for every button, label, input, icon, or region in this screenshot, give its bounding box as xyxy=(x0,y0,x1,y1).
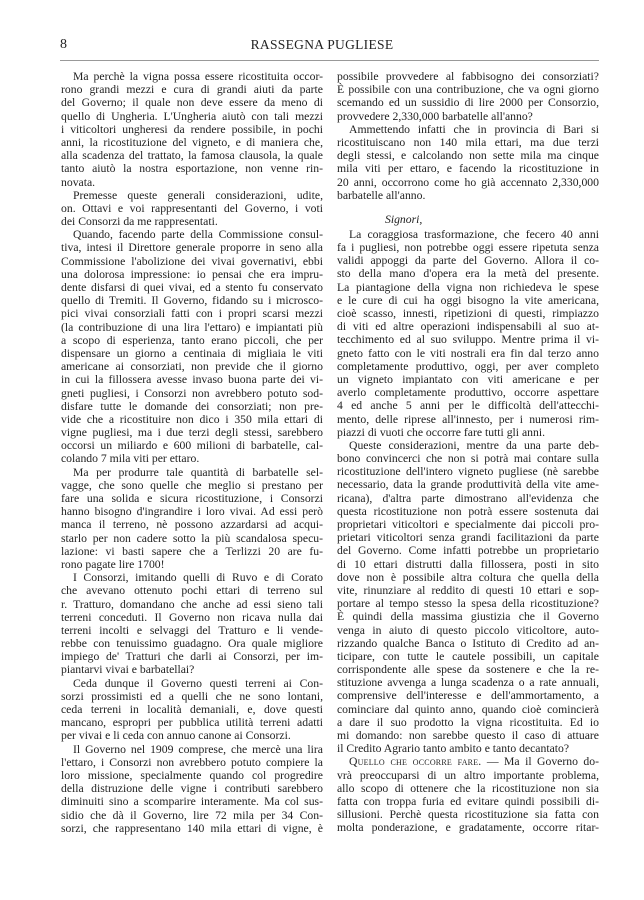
text-line xyxy=(61,663,323,676)
line-text: La coraggiosa trasformazione, che fecero 40 anni xyxy=(349,227,599,241)
line-text: i viticoltori ungheresi da rendere possibile, in pochi xyxy=(61,122,323,136)
text-line xyxy=(61,387,323,400)
text-line xyxy=(337,610,599,623)
text-line xyxy=(337,439,599,452)
line-text: Commissione l'abolizione dei vivai governativi, ebbi xyxy=(61,254,323,268)
line-text: La piantagione della vigna non richiedeva le spese xyxy=(337,280,599,294)
text-line xyxy=(337,347,599,360)
section-heading: Signori, xyxy=(385,212,423,226)
text-line xyxy=(61,532,323,545)
line-text: di 10 ettari distrutti dalla fillossera, posti in sito xyxy=(337,557,599,571)
line-text: sidio che dà il Governo, lire 72 mila per 34 Con- xyxy=(61,808,323,822)
line-text: terreni incolti e selvaggi del Tratturo e li vende- xyxy=(61,623,323,637)
text-line xyxy=(61,373,323,386)
text-line xyxy=(337,571,599,584)
line-text: della distruzione delle vigne i contributi sarebbero xyxy=(61,782,323,796)
text-line xyxy=(337,492,599,505)
line-text: (la contribuzione di una lira l'ettaro) e impiantati più xyxy=(61,320,323,334)
line-text: degli stessi, e calcolando non sette mila ma cinque xyxy=(337,149,599,163)
line-text: manca il terreno, nè possono azzardarsi ad acqui- xyxy=(61,518,323,532)
line-text: ricana), d'altra parte dimostrano all'evidenza che xyxy=(337,491,599,505)
line-text: prietari viticoltori senza grandi facilitazioni da parte xyxy=(337,531,599,545)
header-rule xyxy=(60,60,599,61)
line-text: un vigneto impiantato con viti americane e per xyxy=(337,372,599,386)
line-text: ricostituzione dell'intero vigneto pugliese (nè sarebbe xyxy=(337,465,599,479)
line-text: l'ettaro, i Consorzi non avrebbero potuto compiere la xyxy=(61,755,323,769)
line-text: tiva, intesi il Direttore generale proporre in seno alla xyxy=(61,241,323,255)
line-text: di viti ed altre operazioni indispensabili al suo at- xyxy=(337,320,599,334)
text-line xyxy=(61,743,323,756)
text-line xyxy=(337,162,599,175)
line-text: Ma perchè la vigna possa essere ricostituita occor- xyxy=(73,70,323,83)
text-line xyxy=(61,611,323,624)
line-text: per vivai e li ceda con annuo canone ai Consorzi. xyxy=(61,729,291,743)
run-in-heading: Quello che occorre fare. xyxy=(349,755,482,769)
line-text: diminuiti sino a scomparire interamente. Ma col sus- xyxy=(61,795,323,809)
text-line xyxy=(337,96,599,109)
paragraph xyxy=(61,70,323,189)
text-line xyxy=(337,267,599,280)
line-text: Ceda dunque il Governo questi terreni ai Con- xyxy=(73,676,323,690)
running-head: RASSEGNA PUGLIESE xyxy=(250,37,394,52)
line-text: portare al tempo stesso la spesa della ricostituzione? xyxy=(337,597,599,611)
text-line xyxy=(61,176,323,189)
text-line xyxy=(337,624,599,637)
text-line xyxy=(337,769,599,782)
text-line xyxy=(337,650,599,663)
paragraph xyxy=(337,755,599,834)
column-left xyxy=(61,70,323,835)
line-text: mancano, espropri per pubblica utilità terreni adatti xyxy=(61,716,323,730)
page-number: 8 xyxy=(60,37,67,52)
line-text: on. Ottavi e voi rappresentanti del Governo, i voti xyxy=(61,201,323,215)
text-line xyxy=(61,162,323,175)
text-line xyxy=(337,189,599,202)
text-line xyxy=(61,294,323,307)
text-line xyxy=(61,492,323,505)
line-text: e le cure di cui ha oggi bisogno la vite americana, xyxy=(337,293,599,307)
line-text: cioè scasso, innesti, ripetizioni di questi, rimpiazzo xyxy=(337,307,599,320)
line-text: Quando, facendo parte della Commissione consul- xyxy=(73,228,323,242)
line-text: stituzione avvenga a lunga scadenza o a rate annuali, xyxy=(337,676,599,690)
line-text: fare una solida e sicura ricostituzione, i Consorzi xyxy=(61,492,323,505)
column-right xyxy=(337,70,599,835)
text-line xyxy=(61,716,323,729)
text-line xyxy=(61,70,323,83)
text-line xyxy=(337,360,599,373)
line-text: ricostituiscano non 140 mila ettari, ma due terzi xyxy=(337,135,599,149)
text-line xyxy=(61,518,323,531)
line-text: dispensare un giorno a centinaia di migliaia le viti xyxy=(61,346,323,360)
line-text: loro missione, specialmente quando col progredire xyxy=(61,768,323,782)
line-text: molta ponderazione, e gradatamente, occorre ritar- xyxy=(337,821,599,835)
line-text: disfare tutte le domande dei consorziati; non pre- xyxy=(61,399,323,413)
text-line xyxy=(61,571,323,584)
line-text: tanto aiutò la nostra esportazione, non venne rin- xyxy=(61,162,323,176)
text-line xyxy=(337,558,599,571)
line-text: occorsi un miliardo e 600 milioni di barbatelle, cal- xyxy=(61,439,323,453)
text-line xyxy=(337,742,599,755)
line-text: fa i pugliesi, non potrebbe oggi essere ripetuta senza xyxy=(337,241,599,255)
line-text: completamente produttivo, oggi, per aver completo xyxy=(337,359,599,373)
text-line xyxy=(61,241,323,254)
line-text: vide che a ricostituire non dico i 350 mila ettari di xyxy=(61,412,323,426)
line-text: Ammettendo infatti che in provincia di Bari si xyxy=(349,122,599,136)
text-line xyxy=(61,769,323,782)
text-line xyxy=(337,386,599,399)
paragraph xyxy=(61,189,323,229)
line-text: allo scopo di ottenere che la ricostituzione non sia xyxy=(337,781,599,795)
text-line xyxy=(337,505,599,518)
line-text: a scopo di esperienza, tanto erano piccoli, che per xyxy=(61,333,323,347)
text-line xyxy=(61,426,323,439)
text-line xyxy=(61,321,323,334)
line-text: È possibile con una contribuzione, che va ogni giorno xyxy=(337,83,599,97)
line-text: dente disfarsi di quei vivai, ed a stento fu conservato xyxy=(61,281,323,294)
line-text: ticipare, con tutte le cautele possibili, un capitale xyxy=(337,649,599,663)
text-line xyxy=(61,83,323,96)
line-text: dei Consorzi da me rappresentati. xyxy=(61,215,218,229)
text-line xyxy=(337,452,599,465)
line-text: impiego de' Tratturi che darli ai Consorzi, per im- xyxy=(61,650,323,664)
line-text: del Governo; il quale non deve essere da meno di xyxy=(61,96,323,110)
line-text: lazione: vi basti sapere che a Terlizzi 20 are fu- xyxy=(61,544,323,558)
text-line xyxy=(61,334,323,347)
line-text: corrispondente alle spese da sostenere e che la re- xyxy=(337,663,599,677)
line-text: piazzi di vuoti che occorre fare tutti gli anni. xyxy=(337,425,546,439)
line-text: hanno bisogno d'ingrandire i loro vivai. Ad essi però xyxy=(61,505,323,519)
text-line xyxy=(61,255,323,268)
text-line xyxy=(61,413,323,426)
paragraph xyxy=(337,70,599,123)
line-text: gneti pugliesi, i Consorzi non avrebbero potuto sod- xyxy=(61,386,323,400)
line-text: proprietari viticoltori e specialmente dai piccoli pro- xyxy=(337,518,599,531)
line-text: validi appoggi da parte del Governo. Allora il co- xyxy=(337,254,599,268)
text-line xyxy=(337,241,599,254)
line-text: provvedere 2,330,000 barbatelle all'anno? xyxy=(337,109,533,123)
line-text: venga in aiuto di questo piccolo viticoltore, auto- xyxy=(337,623,599,637)
text-line xyxy=(61,360,323,373)
line-text: che avevano ottenuto pochi ettari di terreno sul xyxy=(61,584,323,598)
line-text: colando 7 mila viti per ettaro. xyxy=(61,452,200,466)
text-line xyxy=(61,96,323,109)
text-line xyxy=(337,716,599,729)
text-line xyxy=(61,189,323,202)
text-line xyxy=(61,149,323,162)
line-text: americane ai consorziati, non previde che il giorno xyxy=(61,360,323,374)
text-line xyxy=(337,307,599,320)
text-line xyxy=(337,637,599,650)
text-line xyxy=(337,281,599,294)
text-line xyxy=(61,123,323,136)
text-line xyxy=(337,465,599,478)
text-line xyxy=(337,320,599,333)
line-text: vigne pugliesi, ma i due terzi degli stessi, sarebbero xyxy=(61,426,323,440)
line-text: I Consorzi, imitando quelli di Ruvo e di Corato xyxy=(73,571,323,585)
text-line xyxy=(337,703,599,716)
line-text: terreni conceduti. Il Governo non ricava nulla dai xyxy=(61,610,323,624)
line-text: questa ricostituzione non potrà essere sostenuta dai xyxy=(337,504,599,518)
line-text: possibile provvedere al fabbisogno dei consorziati? xyxy=(337,70,599,83)
line-text: Ma per produrre tale quantità di barbatelle sel- xyxy=(73,465,323,479)
line-text: rebbe con tenuissimo guadagno. Ora quale migliore xyxy=(61,637,323,651)
line-text: vite, rinunziare al reddito di questi 10 ettari e sop- xyxy=(337,583,599,597)
text-line xyxy=(337,518,599,531)
text-line xyxy=(61,439,323,452)
text-line xyxy=(337,584,599,597)
text-line xyxy=(337,333,599,346)
line-text: 20 anni, occorrono come ho già accennato 2,330,000 xyxy=(337,175,599,189)
text-line xyxy=(61,545,323,558)
text-line xyxy=(61,703,323,716)
line-text: bono convincerci che non si potrà mai contare sulla xyxy=(337,452,599,466)
text-line xyxy=(337,254,599,267)
text-line xyxy=(337,70,599,83)
text-line xyxy=(337,663,599,676)
text-line xyxy=(337,782,599,795)
line-text: in cui la fillossera avesse invaso buona parte dei vi- xyxy=(61,373,323,387)
text-line xyxy=(61,479,323,492)
text-line xyxy=(61,822,323,835)
text-line xyxy=(61,584,323,597)
line-text: vrà preoccuparsi di un altro importante problema, xyxy=(337,768,599,782)
line-text: pici vivai consorziali fatti con i propri scarsi mezzi xyxy=(61,307,323,321)
line-text: novata. xyxy=(61,175,96,189)
line-text: dove non è possibile altra coltura che quella della xyxy=(337,570,599,584)
line-text: sorzi prossimisti ed a quelli che ne sono lontani, xyxy=(61,689,323,703)
line-text: quello di Ungheria. L'Ungheria aiutò con tali mezzi xyxy=(61,109,323,123)
text-line xyxy=(337,426,599,439)
text-line xyxy=(61,677,323,690)
text-line xyxy=(337,729,599,742)
line-text: scemando ed un sussidio di lire 2000 per Consorzio, xyxy=(337,96,599,110)
line-text: necessario, data la grande produttività della vite ame- xyxy=(337,478,599,492)
line-text: gneto fatto con le viti nostrali era fin dal terzo anno xyxy=(337,346,599,360)
text-line xyxy=(337,83,599,96)
text-line xyxy=(61,809,323,822)
paragraph xyxy=(337,123,599,202)
line-text: rono grandi mezzi e cura di grandi aiuti da parte xyxy=(61,83,323,97)
text-line xyxy=(61,452,323,465)
text-line xyxy=(61,228,323,241)
line-text: una dolorosa impressione: io pensai che era impru- xyxy=(61,267,323,281)
text-line xyxy=(61,466,323,479)
text-line xyxy=(61,400,323,413)
line-text: alla scadenza del trattato, la famosa clausola, la quale xyxy=(61,149,323,163)
line-text: sto della mano d'opera era la metà del presente. xyxy=(337,267,599,281)
text-line xyxy=(61,729,323,742)
text-line xyxy=(337,123,599,136)
text-line xyxy=(61,110,323,123)
text-line xyxy=(337,676,599,689)
text-line xyxy=(61,505,323,518)
text-line xyxy=(61,281,323,294)
text-line xyxy=(61,756,323,769)
text-line xyxy=(337,755,599,768)
paragraph xyxy=(61,466,323,572)
text-line xyxy=(61,136,323,149)
text-line xyxy=(61,782,323,795)
text-line xyxy=(337,821,599,834)
line-text: mi domando: non sarebbe questo il caso di attuare xyxy=(337,729,599,742)
text-line xyxy=(61,307,323,320)
text-line xyxy=(337,597,599,610)
paragraph xyxy=(61,677,323,743)
text-line xyxy=(61,624,323,637)
line-text: il Credito Agrario tanto ambito e tanto decantato? xyxy=(337,742,570,756)
text-line xyxy=(61,202,323,215)
line-text: È quindi della massima giustizia che il Governo xyxy=(337,610,599,624)
text-line xyxy=(61,795,323,808)
line-text: anni, la ricostituzione del vigneto, e di maniera che, xyxy=(61,135,323,149)
text-line xyxy=(61,215,323,228)
line-text: mento, delle riprese all'innesto, per i numerosi rim- xyxy=(337,412,599,426)
line-text: Queste considerazioni, mentre da una parte deb- xyxy=(349,438,599,452)
text-line xyxy=(337,294,599,307)
text-line xyxy=(61,650,323,663)
line-text: sillusioni. Perchè questa ricostituzione sia fatta con xyxy=(337,808,599,822)
text-line xyxy=(61,558,323,571)
text-line xyxy=(337,149,599,162)
line-text: comprensive dell'interesse e dell'ammortamento, a xyxy=(337,689,599,703)
text-line xyxy=(337,228,599,241)
text-line xyxy=(337,544,599,557)
line-text: — Ma il Governo do- xyxy=(481,755,599,769)
text-line xyxy=(337,531,599,544)
line-text: rizzando qualche Banca o Istituto di Credito ad an- xyxy=(337,636,599,650)
line-text: r. Tratturo, domandano che anche ad essi sieno tali xyxy=(61,597,323,611)
text-line xyxy=(61,598,323,611)
line-text: barbatelle all'anno. xyxy=(337,188,426,202)
line-text: rono pagate lire 1700! xyxy=(61,557,165,571)
text-line xyxy=(61,690,323,703)
text-line xyxy=(337,373,599,386)
text-line xyxy=(337,110,599,123)
line-text: quello di Tremiti. Il Governo, fidando su i microsco- xyxy=(61,294,323,308)
text-line xyxy=(337,176,599,189)
line-text: ceda terreni in località demaniali, e, dove questi xyxy=(61,703,323,716)
text-line xyxy=(61,637,323,650)
paragraph xyxy=(61,571,323,677)
line-text: averlo completamente produttivo, occorre aspettare xyxy=(337,386,599,400)
line-text: vagge, che sono quelle che meglio si prestano per xyxy=(61,478,323,492)
line-text: mila viti per ettaro, e facendo la ricostituzione in xyxy=(337,162,599,176)
line-text: 4 ed anche 5 anni per le difficoltà dell'attecchi- xyxy=(337,399,599,413)
line-text: a dare il suo prodotto la vigna ricostituita. Ed io xyxy=(337,715,599,729)
line-text: cominciare dal quinto anno, quando cioè comincierà xyxy=(337,702,599,716)
text-line xyxy=(337,136,599,149)
line-text: del Governo. Come infatti potrebbe un proprietario xyxy=(337,544,599,558)
text-line xyxy=(337,413,599,426)
line-text: tecchimento ed al suo sviluppo. Mentre prima il vi- xyxy=(337,333,599,347)
line-text: Il Governo nel 1909 comprese, che mercè una lira xyxy=(73,742,323,756)
line-text: starlo per non cadere sotto la più scandalosa specu- xyxy=(61,531,323,545)
text-line xyxy=(337,808,599,821)
text-line xyxy=(61,347,323,360)
text-line xyxy=(337,795,599,808)
text-line xyxy=(61,268,323,281)
text-line xyxy=(337,689,599,702)
line-text: sorzi, che rappresentano 140 mila ettari di vigne, è xyxy=(61,821,323,835)
text-line xyxy=(337,399,599,412)
line-text: Premesse queste generali considerazioni, udite, xyxy=(73,188,323,202)
paragraph xyxy=(61,228,323,465)
line-text: piantarvi vivai e barbatellai? xyxy=(61,663,195,677)
paragraph xyxy=(337,439,599,756)
paragraph xyxy=(61,743,323,835)
text-line xyxy=(337,478,599,491)
paragraph xyxy=(337,228,599,439)
line-text: fatta con troppa furia ed evitare quindi possibili di- xyxy=(337,794,599,808)
